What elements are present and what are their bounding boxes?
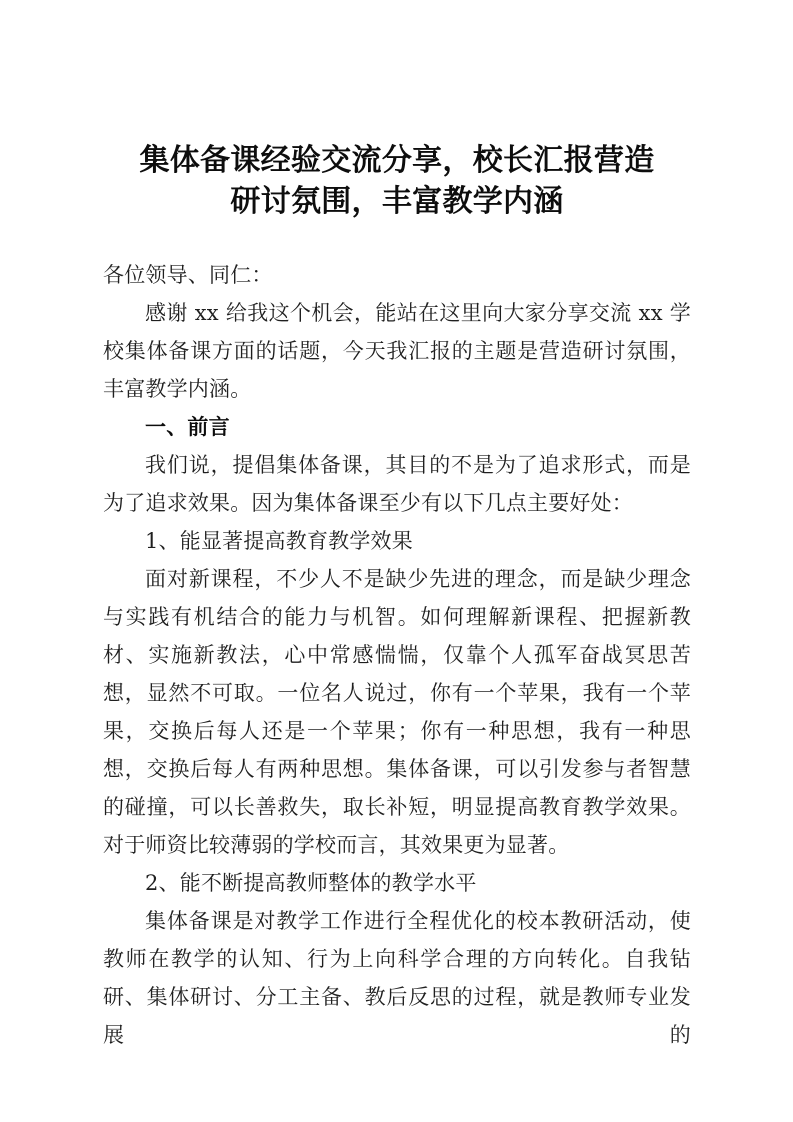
- paragraph-intro: 感谢 xx 给我这个机会，能站在这里向大家分享交流 xx 学校集体备课方面的话题，今天我汇报的主题是营造研讨氛围，丰富教学内涵。: [103, 301, 691, 401]
- sub-heading-item-2: 2、能不断提高教师整体的教学水平: [145, 871, 477, 895]
- paragraph-preface-body: 我们说，提倡集体备课，其目的不是为了追求形式，而是为了追求效果。因为集体备课至少有以下几点主要好处：: [103, 453, 691, 515]
- paragraph-item-1-body: 面对新课程，不少人不是缺少先进的理念，而是缺少理念与实践有机结合的能力与机智。如何理解新课程、把握新教材、实施新教法，心中常感惴惴，仅靠个人孤军奋战冥思苦想，显然不可取。一位名人说过，你有一个苹果，我有一个苹果，交换后每人还是一个苹果；你有一种思想，我有一种思想，交换后每人有两种思想。集体备课，可以引发参与者智慧的碰撞，可以长善救失，取长补短，明显提高教育教学效果。对于师资比较薄弱的学校而言，其效果更为显著。: [103, 567, 691, 857]
- document-body: [103, 256, 691, 1054]
- page-title-line-2: 研讨氛围，丰富教学内涵: [230, 184, 564, 219]
- sub-heading-item-1: 1、能显著提高教育教学效果: [145, 529, 413, 553]
- salutation: 各位领导、同仁：: [103, 263, 273, 287]
- page-title: [103, 0, 691, 222]
- section-heading-preface: 一、前言: [145, 414, 230, 439]
- page-content: [103, 0, 691, 1054]
- paragraph-item-2-body: 集体备课是对教学工作进行全程优化的校本教研活动，使教师在教学的认知、行为上向科学合理的方向转化。自我钻研、集体研讨、分工主备、教后反思的过程，就是教师专业发展的: [103, 909, 691, 1047]
- page-title-line-1: 集体备课经验交流分享，校长汇报营造: [139, 143, 655, 178]
